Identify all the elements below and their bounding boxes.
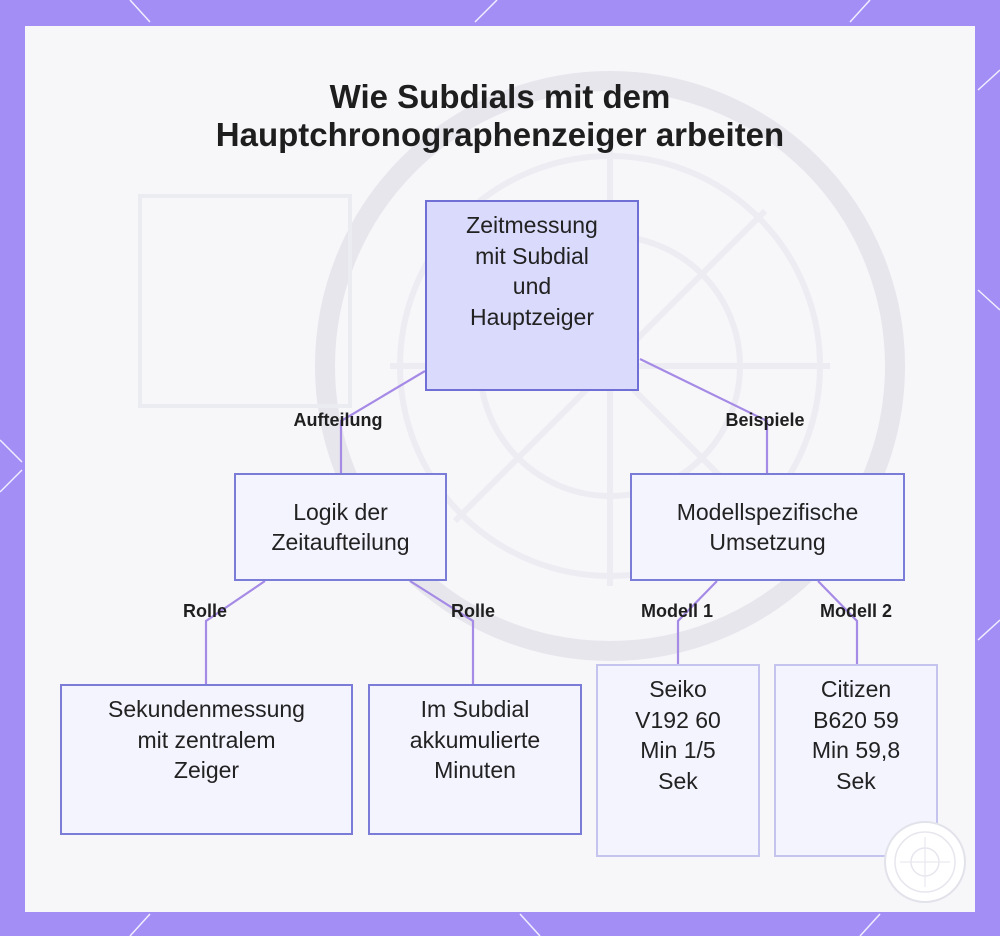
edge-label-rolle-right: Rolle	[450, 601, 496, 621]
node-modelle-label: Modellspezifische Umsetzung	[676, 498, 859, 555]
title-line-2: Hauptchronographenzeiger arbeiten	[215, 116, 785, 153]
connector-models-seiko	[678, 581, 717, 665]
node-zeitmessung	[425, 200, 639, 391]
watermark-seal-icon	[880, 817, 970, 907]
connector-logic-seconds	[206, 581, 265, 685]
node-sekundenmessung	[60, 684, 353, 835]
edge-label-modell-2: Modell 2	[819, 601, 893, 621]
node-citizen-label: Citizen B620 59 Min 59,8 Sek	[811, 676, 901, 794]
node-minuten-label: Im Subdial akkumulierte Minuten	[409, 696, 541, 783]
node-logik-zeitaufteilung	[234, 473, 447, 581]
edge-label-aufteilung: Aufteilung	[293, 410, 383, 430]
connector-logic-minutes	[410, 581, 473, 685]
node-subdial-minuten	[368, 684, 582, 835]
node-seiko	[596, 664, 760, 857]
title-line-1: Wie Subdials mit dem	[329, 78, 671, 115]
node-zeitmessung-label: Zeitmessung mit Subdial und Hauptzeiger	[466, 212, 598, 330]
edge-label-rolle-left: Rolle	[182, 601, 228, 621]
edge-label-modell-1: Modell 1	[640, 601, 714, 621]
node-logik-label: Logik der Zeitaufteilung	[271, 498, 410, 555]
connector-models-citizen	[818, 581, 857, 665]
edge-label-beispiele: Beispiele	[725, 410, 805, 430]
diagram-panel	[25, 26, 975, 912]
node-seiko-label: Seiko V192 60 Min 1/5 Sek	[635, 676, 721, 794]
node-sekunden-label: Sekundenmessung mit zentralem Zeiger	[108, 696, 305, 783]
node-modellspezifische-umsetzung	[630, 473, 905, 581]
